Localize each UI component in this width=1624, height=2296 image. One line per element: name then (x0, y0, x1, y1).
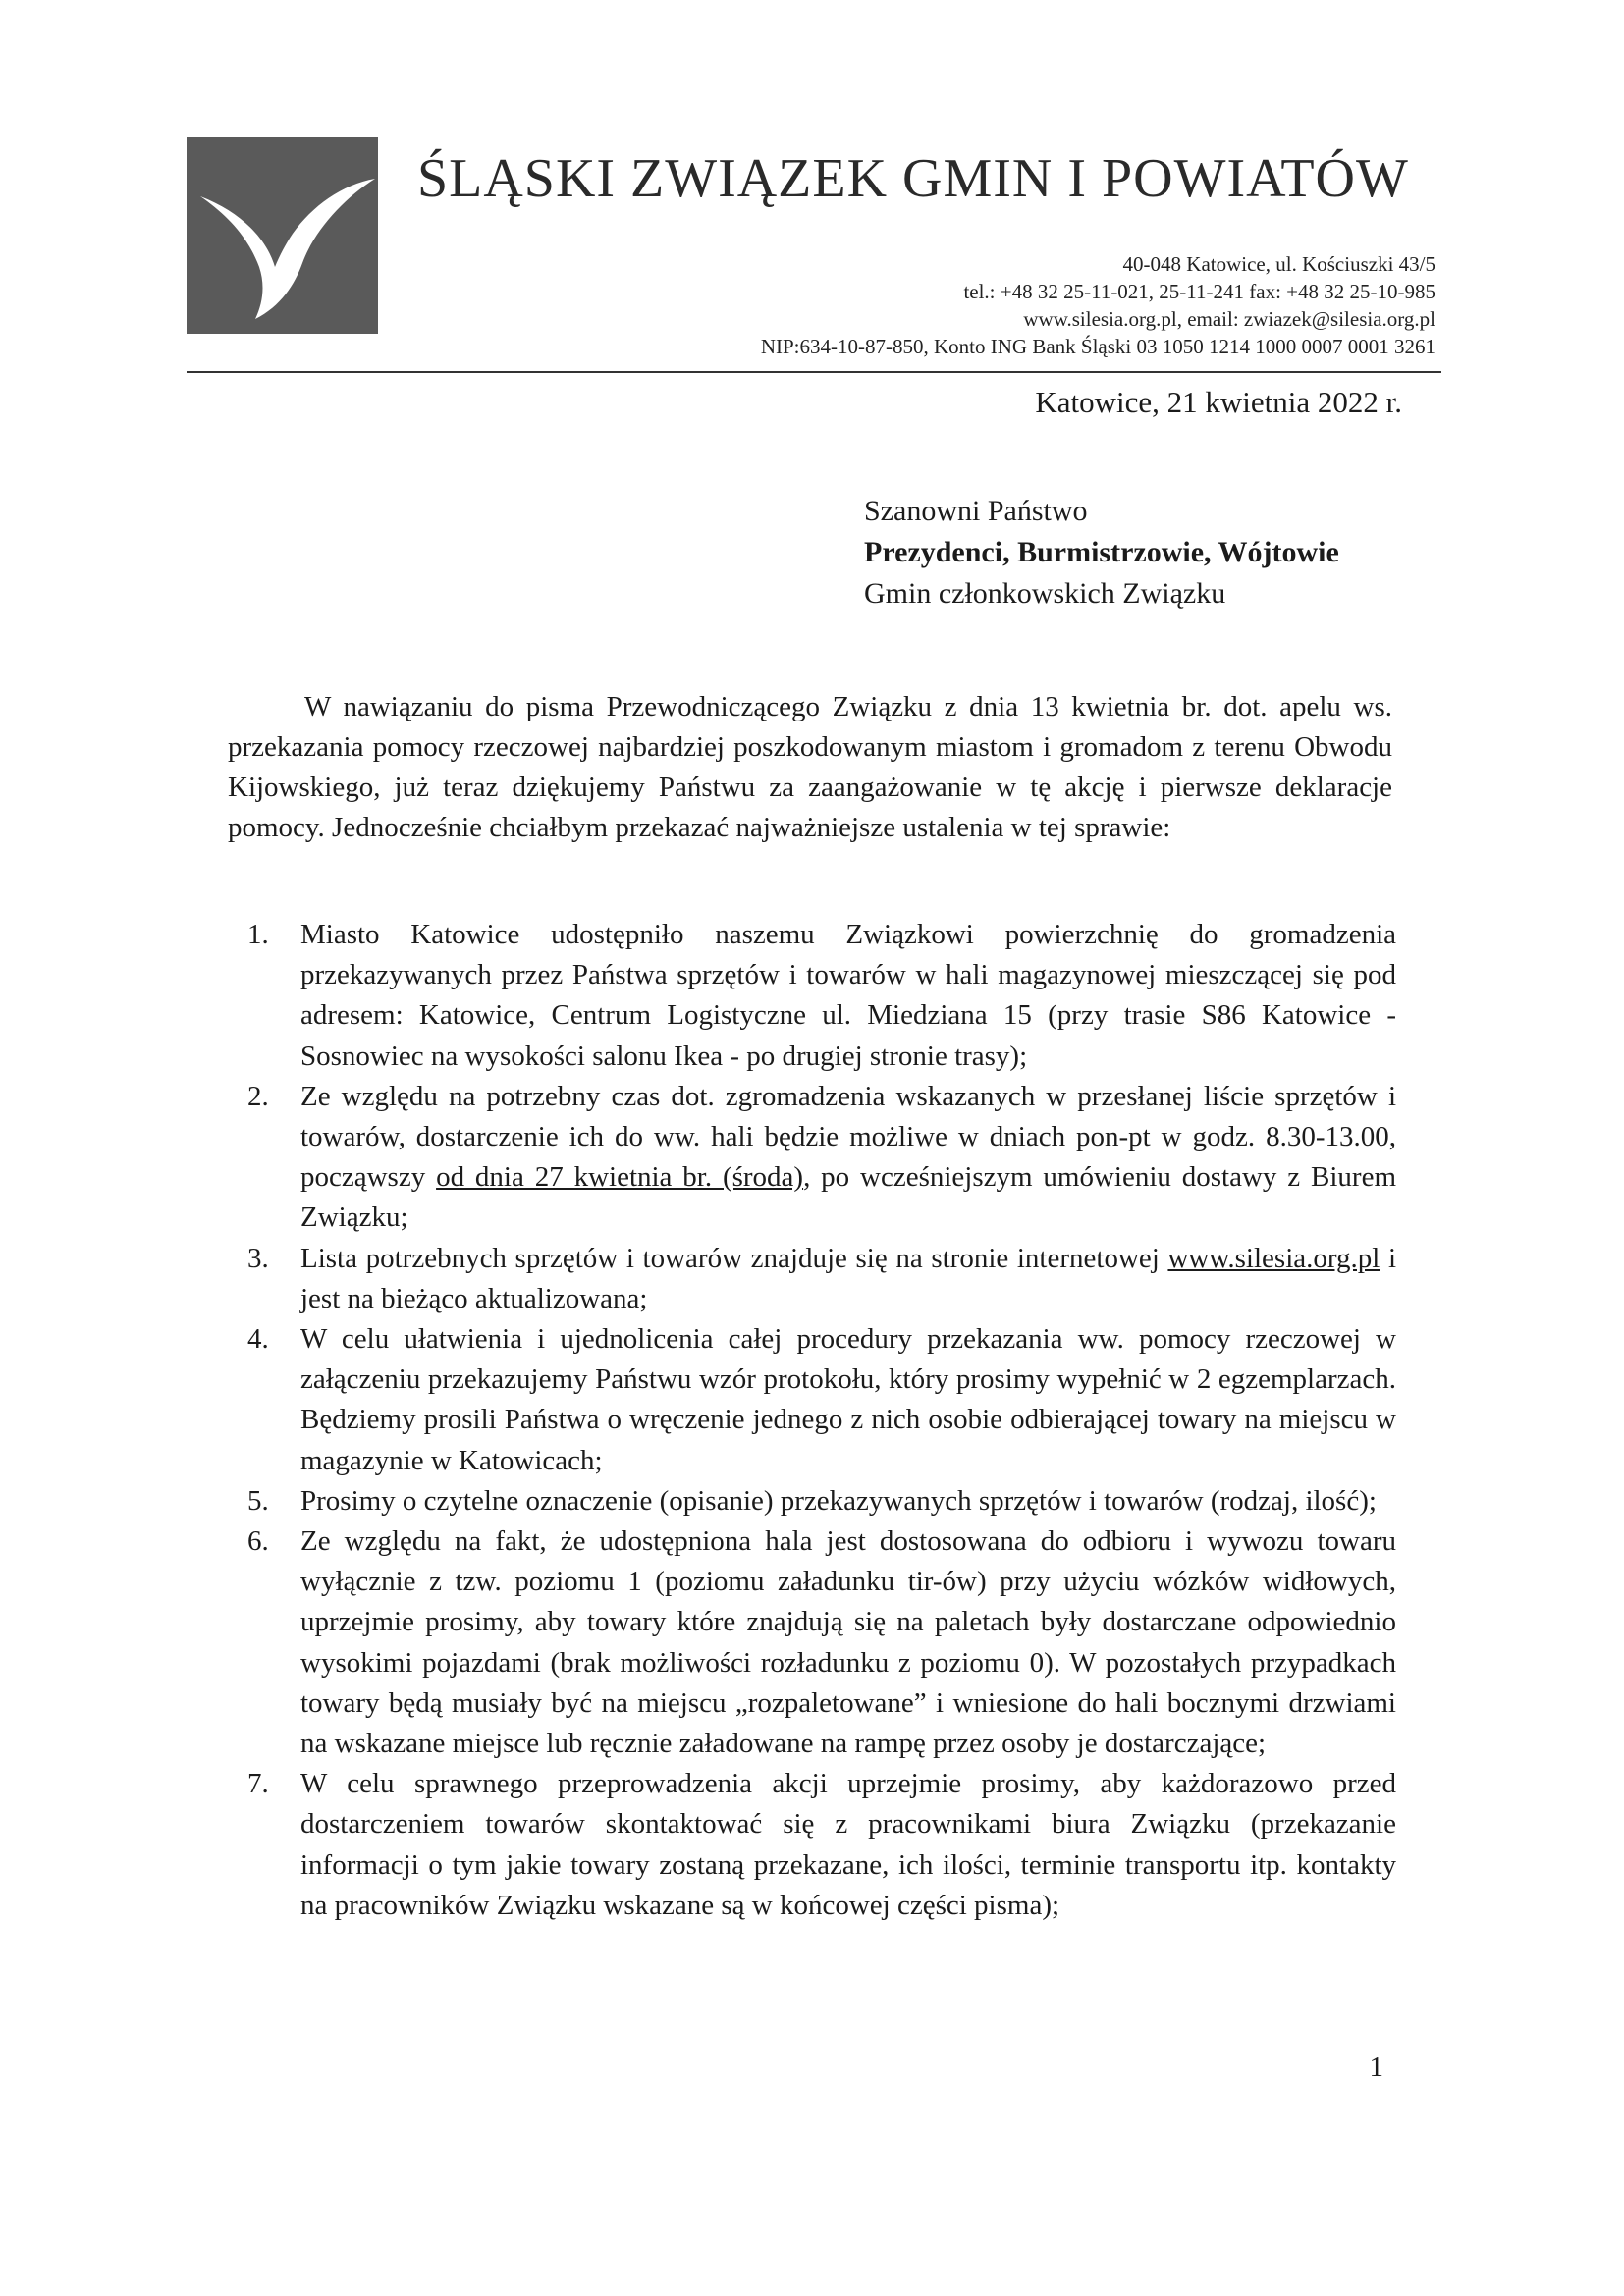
contact-block (761, 250, 1435, 360)
list-item-text: W celu sprawnego przeprowadzenia akcji uprzejmie prosimy, aby każdorazowo przed dostarczeniem towarów skontaktować się z pracownikami biura Związku (przekazanie informacji o tym jakie towary zostaną przekazane, ich ilości, terminie transportu itp. kontakty na pracowników Związku wskazane są w końcowej części pisma); (300, 1768, 1396, 1921)
page-number: 1 (1369, 2052, 1383, 2083)
letter-date: Katowice, 21 kwietnia 2022 r. (1035, 385, 1402, 419)
list-item-text: Prosimy o czytelne oznaczenie (opisanie) przekazywanych sprzętów i towarów (rodzaj, ilość); (300, 1484, 1377, 1517)
intro-paragraph: W nawiązaniu do pisma Przewodniczącego Związku z dnia 13 kwietnia br. dot. apelu ws. przekazania pomocy rzeczowej najbardziej poszkodowanym miastom i gromadom z terenu Obwodu Kijowskiego, już teraz dziękujemy Państwu za zaangażowanie w tę akcję i pierwsze deklaracje pomocy. Jednocześnie chciałbym przekazać najważniejsze ustalenia w tej sprawie: (228, 691, 1392, 843)
list-item (247, 1319, 1396, 1481)
logo-v-mark-icon (187, 137, 378, 334)
web-email-line: www.silesia.org.pl, email: zwiazek@silesia.org.pl (1023, 307, 1435, 331)
list-item-text: Ze względu na potrzebny czas dot. zgromadzenia wskazanych w przesłanej liście sprzętów i towarów, dostarczenie ich do ww. hali będzie możliwe w dniach pon-pt w godz. 8.30-13.00, począwszy (300, 1080, 1396, 1194)
start-date-underlined: od dnia 27 kwietnia br. (środa) (436, 1161, 804, 1194)
addressee-block (864, 491, 1339, 614)
nip-bank-line: NIP:634-10-87-850, Konto ING Bank Śląski 03 1050 1214 1000 0007 0001 3261 (760, 335, 1435, 358)
header-divider (187, 371, 1441, 373)
list-item (247, 915, 1396, 1077)
arrangements-list (247, 915, 1396, 1926)
org-logo (187, 137, 378, 334)
address-line: 40-048 Katowice, ul. Kościuszki 43/5 (1122, 252, 1435, 276)
list-item-text: Lista potrzebnych sprzętów i towarów znajduje się na stronie internetowej (300, 1242, 1168, 1274)
list-item (247, 1522, 1396, 1764)
list-item-text-cont: , po wcześniejszym umówieniu dostawy z Biurem Związku; (300, 1161, 1396, 1234)
list-item (247, 1481, 1396, 1522)
list-item (247, 1077, 1396, 1239)
list-item-number: 3. (247, 1242, 269, 1274)
salutation: Szanowni Państwo (864, 495, 1088, 527)
website-link[interactable]: www.silesia.org.pl (1167, 1242, 1380, 1274)
org-name: ŚLĄSKI ZWIĄZEK GMIN I POWIATÓW (417, 148, 1409, 209)
list-item-number: 5. (247, 1484, 269, 1517)
addressee-org: Gmin członkowskich Związku (864, 577, 1226, 610)
list-item-number: 4. (247, 1323, 269, 1356)
addressee-title: Prezydenci, Burmistrzowie, Wójtowie (864, 536, 1339, 568)
list-item-number: 6. (247, 1525, 269, 1558)
phone-fax-line: tel.: +48 32 25-11-021, 25-11-241 fax: +48 32 25-10-985 (963, 280, 1435, 303)
list-item-text: W celu ułatwienia i ujednolicenia całej procedury przekazania ww. pomocy rzeczowej w załączeniu przekazujemy Państwu wzór protokołu, który prosimy wypełnić w 2 egzemplarzach. Będziemy prosili Państwa o wręczenie jednego z nich osobie odbierającej towary na miejscu w magazynie w Katowicach; (300, 1323, 1396, 1476)
list-item (247, 1764, 1396, 1926)
list-item (247, 1239, 1396, 1319)
list-item-text-cont: i jest na bieżąco aktualizowana; (300, 1242, 1397, 1314)
list-item-number: 2. (247, 1080, 269, 1112)
list-item-number: 7. (247, 1768, 269, 1800)
list-item-number: 1. (247, 919, 269, 950)
list-item-text: Miasto Katowice udostępniło naszemu Związkowi powierzchnię do gromadzenia przekazywanych przez Państwa sprzętów i towarów w hali magazynowej mieszczącej się pod adresem: Katowice, Centrum Logistyczne ul. Miedziana 15 (przy trasie S86 Katowice - Sosnowiec na wysokości salonu Ikea - po drugiej stronie trasy); (300, 919, 1396, 1072)
list-item-text: Ze względu na fakt, że udostępniona hala jest dostosowana do odbioru i wywozu towaru wyłącznie z tzw. poziomu 1 (poziomu załadunku tir-ów) przy użyciu wózków widłowych, uprzejmie prosimy, aby towary które znajdują się na paletach były dostarczane odpowiednio wysokimi pojazdami (brak możliwości rozładunku z poziomu 0). W pozostałych przypadkach towary będą musiały być na miejscu „rozpaletowane” i wniesione do hali bocznymi drzwiami na wskazane miejsce lub ręcznie załadowane na rampę przez osoby je dostarczające; (300, 1525, 1396, 1760)
